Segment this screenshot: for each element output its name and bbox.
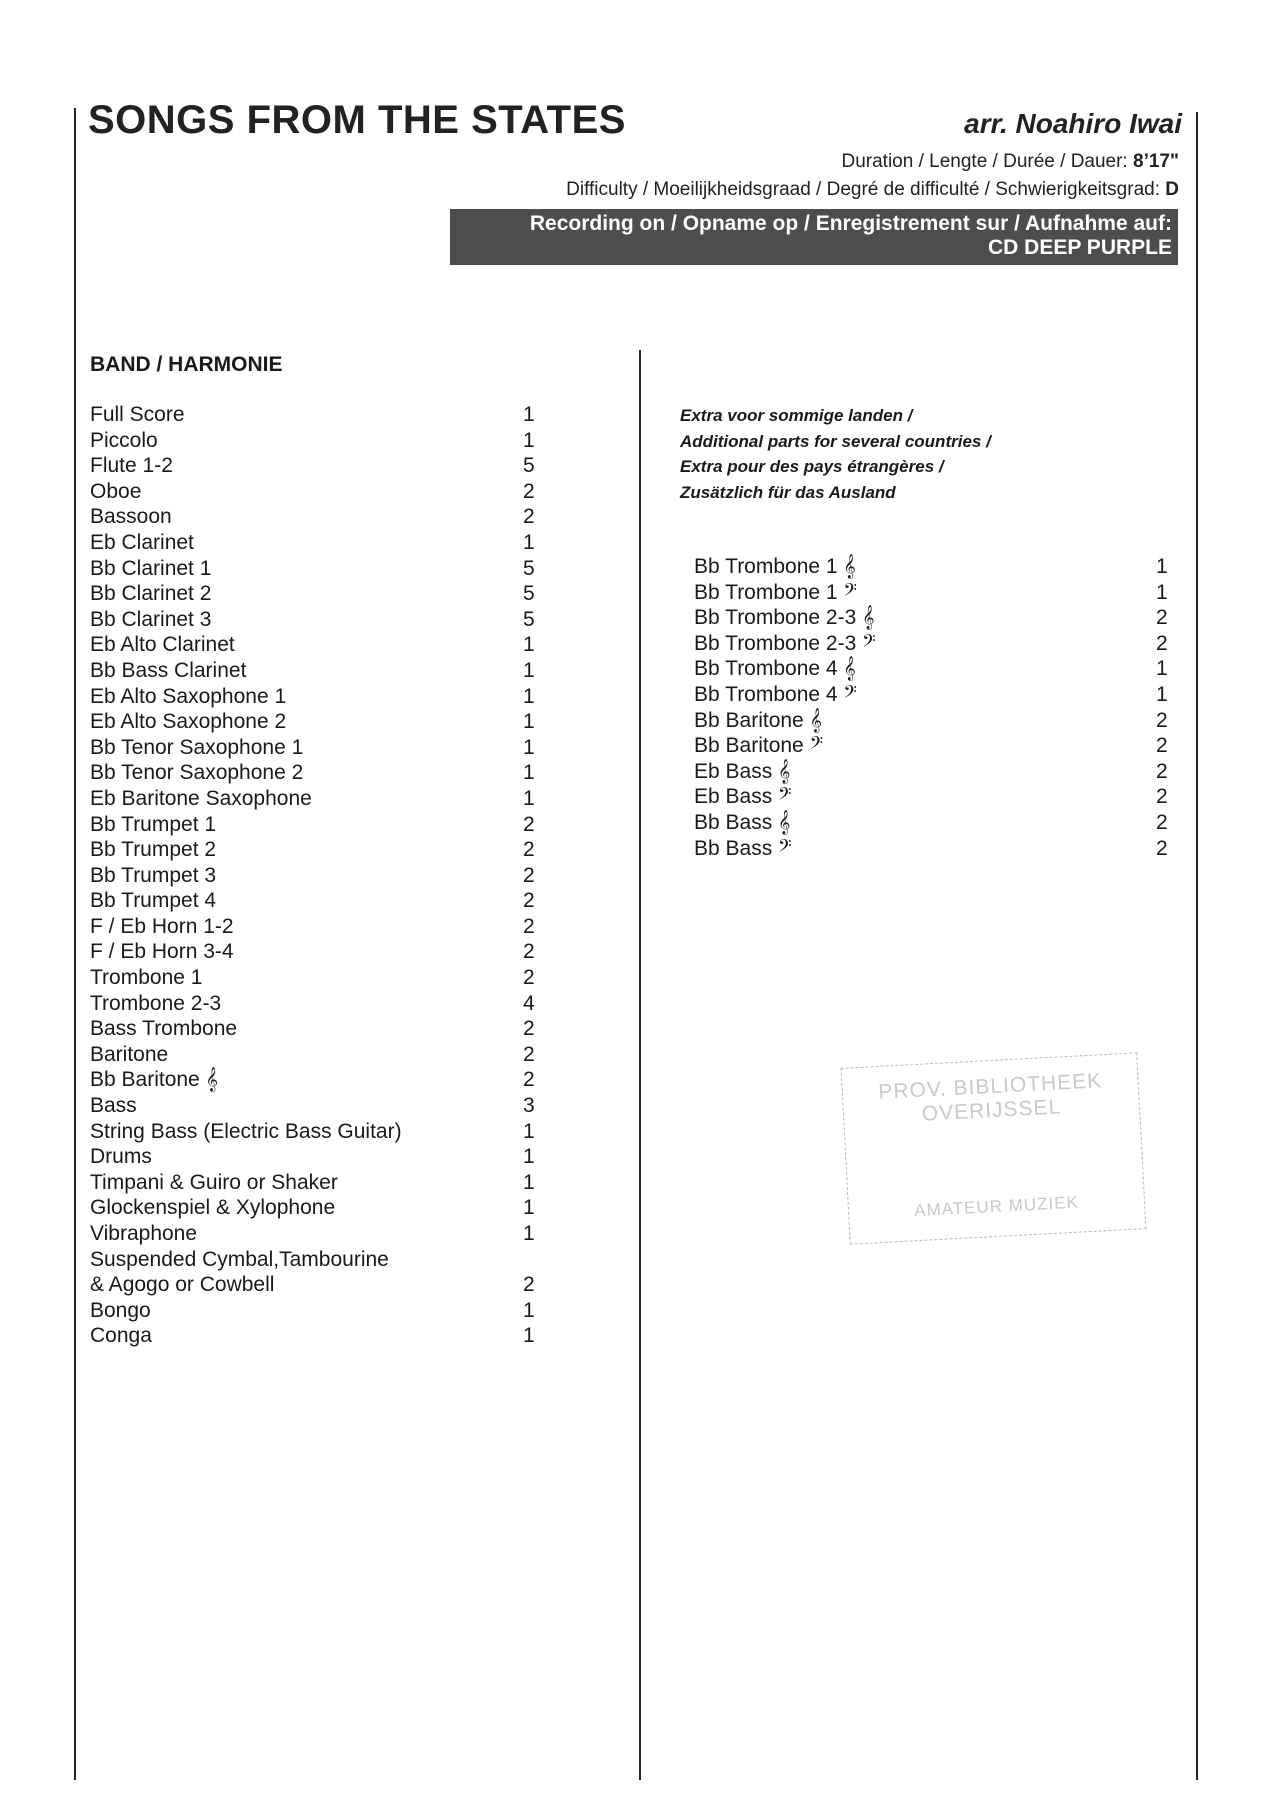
part-name: F / Eb Horn 3-4 (90, 940, 234, 964)
part-quantity: 2 (523, 1273, 535, 1297)
band-parts-list (90, 402, 540, 1349)
extra-note-line: Extra pour des pays étrangères / (680, 457, 944, 477)
part-name: Bb Trombone 1 𝄢 (694, 580, 857, 604)
part-row (90, 1093, 540, 1119)
part-row (90, 479, 540, 505)
stamp-line-1: PROV. BIBLIOTHEEK (877, 1069, 1103, 1104)
part-name: Conga (90, 1324, 152, 1348)
part-quantity: 1 (523, 1222, 535, 1245)
part-name: Drums (90, 1145, 152, 1169)
part-quantity: 5 (523, 556, 535, 580)
difficulty-line (566, 179, 1179, 201)
part-name: Piccolo (90, 428, 158, 452)
part-quantity: 2 (523, 914, 535, 938)
part-row (90, 1298, 540, 1324)
part-name: Suspended Cymbal,Tambourine (90, 1247, 389, 1271)
recording-label: Recording on / Opname op / Enregistrement sur / Aufnahme auf: (529, 212, 1172, 235)
part-row (694, 708, 1174, 734)
part-name: Bb Bass 𝄞 (694, 810, 791, 834)
part-quantity: 1 (523, 428, 535, 452)
difficulty-label: Difficulty / Moeilijkheidsgraad / Degré de difficulté / Schwierigkeitsgrad: (566, 179, 1160, 200)
part-name: Bb Baritone 𝄞 (90, 1068, 218, 1092)
part-quantity: 1 (523, 1170, 535, 1194)
part-name: Trombone 2-3 (90, 991, 222, 1015)
part-name: Eb Bass 𝄢 (694, 785, 792, 809)
stamp-line-2: OVERIJSSEL (921, 1095, 1062, 1126)
part-row (90, 607, 540, 633)
band-heading: BAND / HARMONIE (90, 353, 283, 376)
part-row (90, 991, 540, 1017)
part-name: Bb Baritone 𝄞 (694, 708, 822, 732)
part-quantity: 2 (523, 812, 535, 836)
part-name: Baritone (90, 1042, 169, 1066)
part-quantity: 1 (523, 530, 535, 554)
part-quantity: 1 (523, 1324, 535, 1348)
part-name: Bb Trombone 2-3 𝄞 (694, 606, 875, 630)
part-quantity: 2 (523, 940, 535, 964)
library-stamp (841, 1052, 1147, 1244)
part-quantity: 2 (523, 1042, 535, 1066)
part-name: & Agogo or Cowbell (90, 1273, 275, 1297)
part-row (90, 453, 540, 479)
part-row (90, 1016, 540, 1042)
part-name: Bass Trombone (90, 1017, 238, 1041)
part-name: Bb Trombone 1 𝄞 (694, 555, 856, 578)
part-name: Eb Baritone Saxophone (90, 786, 312, 810)
part-quantity: 2 (1156, 785, 1168, 809)
stamp-line-3: AMATEUR MUZIEK (913, 1192, 1080, 1221)
extra-note-line: Zusätzlich für das Ausland (680, 482, 896, 502)
part-row (90, 709, 540, 735)
part-row (90, 914, 540, 940)
part-row (90, 684, 540, 710)
part-name: Bb Trombone 2-3 𝄢 (694, 631, 876, 655)
part-row (694, 784, 1174, 810)
part-row (90, 1247, 540, 1273)
part-row (90, 863, 540, 889)
part-quantity: 5 (523, 582, 535, 606)
part-quantity: 1 (1156, 657, 1168, 681)
extra-note-line: Extra voor sommige landen / (680, 406, 913, 425)
part-quantity: 1 (523, 735, 535, 759)
part-name: Vibraphone (90, 1222, 198, 1245)
recording-banner (450, 209, 1178, 265)
part-row (90, 658, 540, 684)
part-row (90, 1195, 540, 1221)
part-quantity: 1 (523, 1145, 535, 1169)
part-name: Bb Trumpet 4 (90, 889, 217, 913)
part-name: Eb Clarinet (90, 530, 194, 554)
part-quantity: 2 (1156, 836, 1168, 860)
part-row (90, 1119, 540, 1145)
part-quantity: 2 (523, 505, 535, 529)
part-quantity: 1 (523, 403, 535, 426)
part-row (90, 812, 540, 838)
part-row (90, 1144, 540, 1170)
part-row (694, 682, 1174, 708)
part-row (90, 888, 540, 914)
part-name: Bb Tenor Saxophone 1 (90, 735, 304, 759)
duration-label: Duration / Lengte / Durée / Dauer: (841, 151, 1128, 172)
part-quantity: 2 (523, 838, 535, 862)
column-divider-rule (639, 350, 641, 1780)
part-quantity: 1 (1156, 555, 1168, 578)
part-name: Bb Bass Clarinet (90, 658, 247, 682)
part-name: String Bass (Electric Bass Guitar) (90, 1119, 402, 1143)
part-quantity: 2 (523, 966, 535, 990)
part-row (90, 1042, 540, 1068)
part-row (90, 1221, 540, 1247)
part-row (90, 735, 540, 761)
part-row (90, 786, 540, 812)
part-quantity: 1 (523, 1196, 535, 1220)
part-name: Glockenspiel & Xylophone (90, 1196, 336, 1220)
part-quantity: 1 (523, 684, 535, 708)
part-name: Bass (90, 1094, 137, 1118)
part-quantity: 1 (523, 786, 535, 810)
part-name: Bb Trumpet 2 (90, 838, 217, 862)
part-quantity: 3 (523, 1094, 535, 1118)
part-row (90, 1067, 540, 1093)
part-name: Bb Trumpet 3 (90, 863, 217, 887)
difficulty-value: D (1165, 179, 1179, 200)
part-name: Bongo (90, 1298, 151, 1322)
part-quantity: 1 (523, 1298, 535, 1322)
part-name: Eb Alto Saxophone 1 (90, 684, 287, 708)
part-quantity: 4 (523, 991, 535, 1015)
part-name: Trombone 1 (90, 966, 203, 990)
duration-value: 8’17" (1133, 151, 1179, 172)
part-row (90, 837, 540, 863)
part-quantity: 2 (1156, 606, 1168, 630)
part-name: F / Eb Horn 1-2 (90, 914, 234, 938)
duration-line (842, 151, 1180, 173)
part-quantity: 1 (523, 1119, 535, 1143)
recording-value: CD DEEP PURPLE (988, 236, 1172, 259)
part-name: Eb Alto Saxophone 2 (90, 710, 287, 734)
part-row (90, 965, 540, 991)
part-name: Full Score (90, 403, 185, 426)
part-name: Eb Alto Clarinet (90, 633, 235, 657)
part-row (90, 939, 540, 965)
left-margin-rule (74, 108, 76, 1780)
part-name: Bb Clarinet 1 (90, 556, 212, 580)
part-name: Bb Trombone 4 𝄢 (694, 682, 857, 706)
part-row (90, 402, 540, 428)
part-row (90, 632, 540, 658)
part-quantity: 1 (523, 633, 535, 657)
part-row (694, 631, 1174, 657)
part-quantity: 2 (1156, 734, 1168, 758)
part-quantity: 1 (1156, 580, 1168, 604)
part-row (90, 504, 540, 530)
part-quantity: 2 (523, 1017, 535, 1041)
part-quantity: 1 (1156, 682, 1168, 706)
arranger: arr. Noahiro Iwai (964, 108, 1182, 139)
part-quantity: 2 (1156, 631, 1168, 655)
part-row (90, 760, 540, 786)
part-name: Bb Clarinet 2 (90, 582, 212, 606)
page-title: SONGS FROM THE STATES (88, 98, 626, 142)
part-row (90, 1170, 540, 1196)
part-name: Bb Trombone 4 𝄞 (694, 657, 856, 681)
part-name: Eb Bass 𝄞 (694, 759, 791, 783)
part-name: Bb Bass 𝄢 (694, 836, 792, 860)
part-quantity: 2 (1156, 759, 1168, 783)
part-row (694, 733, 1174, 759)
part-row (90, 556, 540, 582)
part-row (90, 1323, 540, 1349)
part-row (694, 554, 1174, 580)
part-name: Bassoon (90, 505, 172, 529)
part-row (90, 530, 540, 556)
part-quantity: 1 (523, 761, 535, 785)
part-quantity: 1 (523, 710, 535, 734)
part-row (694, 605, 1174, 631)
part-name: Oboe (90, 479, 142, 503)
part-row (694, 836, 1174, 862)
part-row (90, 581, 540, 607)
part-row (90, 1272, 540, 1298)
part-row (694, 810, 1174, 836)
part-row (694, 759, 1174, 785)
part-quantity: 2 (523, 1068, 535, 1092)
part-quantity: 2 (1156, 810, 1168, 834)
part-name: Flute 1-2 (90, 454, 173, 478)
part-name: Timpani & Guiro or Shaker (90, 1170, 338, 1194)
part-row (694, 580, 1174, 606)
part-name: Bb Baritone 𝄢 (694, 734, 824, 758)
right-margin-rule (1196, 112, 1198, 1780)
part-quantity: 5 (523, 607, 535, 631)
part-quantity: 2 (523, 479, 535, 503)
part-name: Bb Tenor Saxophone 2 (90, 761, 304, 785)
part-name: Bb Trumpet 1 (90, 812, 217, 836)
part-row (694, 656, 1174, 682)
extra-parts-note (680, 403, 991, 505)
part-quantity: 2 (523, 889, 535, 913)
part-row (90, 428, 540, 454)
part-quantity: 2 (1156, 708, 1168, 732)
extra-note-line: Additional parts for several countries / (680, 431, 991, 451)
part-name: Bb Clarinet 3 (90, 607, 212, 631)
part-quantity: 5 (523, 454, 535, 478)
part-quantity: 1 (523, 658, 535, 682)
part-quantity: 2 (523, 863, 535, 887)
extra-parts-list (694, 554, 1174, 861)
